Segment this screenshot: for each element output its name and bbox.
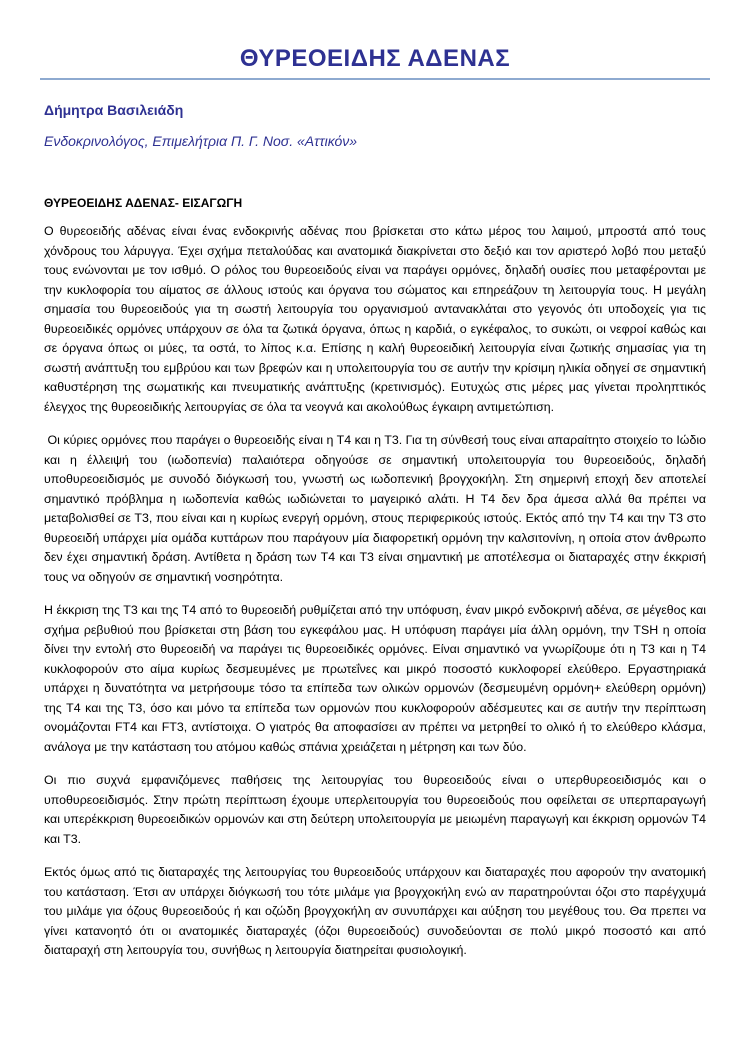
paragraph-regulation: Η έκκριση της Τ3 και της Τ4 από το θυρεοειδή ρυθμίζεται από την υπόφυση, έναν μικρό ενδοκρινή αδένα, σε μέγεθος και σχήμα ρεβυθιού που βρίσκεται στη βάση του εγκεφάλου μας. Η υπόφυση παράγει μία άλλη ορμόνη, την TSH η οποία δίνει την εντολή στο θυρεοειδή να παράγει τις θυρεοειδικές ορμόνες. Είναι σημαντικό να γνωρίζουμε ότι η Τ3 και η Τ4 κυκλοφορούν στο αίμα κυρίως δεσμευμένες με πρωτεΐνες και μικρό ποσοστό κυκλοφορεί ελεύθερο. Εργαστηριακά υπάρχει η δυνατότητα να μετρήσουμε τόσο τα επίπεδα των ολικών ορμονών (δεσμευμένη ορμόνη+ ελεύθερη ορμόνη) της Τ4 και της Τ3, όσο και μόνο τα επίπεδα των ορμονών που κυκλοφορούν αδέσμευτες και σε αυτήν την περίπτωση ονομάζονται FT4 και FT3, αντίστοιχα. Ο γιατρός θα αποφασίσει αν πρέπει να μετρηθεί το ολικό ή το ελεύθερο κλάσμα, ανάλογα με την κατάσταση του ατόμου καθώς σπάνια χρειάζεται η μέτρηση και των δύο. (44, 603, 706, 754)
paragraph-anatomy: Εκτός όμως από τις διαταραχές της λειτουργίας του θυρεοειδούς υπάρχουν και διαταραχές που αφορούν την ανατομική του κατάσταση. Έτσι αν υπάρχει διόγκωσή του τότε μιλάμε για βρογχοκήλη ενώ αν παρατηρούνται όζοι στο παρέγχυμά του μιλάμε για όζους θυρεοειδούς ή και οζώδη βρογχοκήλη αν συνυπάρχει και αύξηση του μεγέθους του. Θα πρεπει να γίνει κατανοητό ότι οι ανατομικές διαταραχές (όζοι θυρεοειδούς) συνοδεύονται σε πολύ μικρό ποσοστό και από διαταραχή στη λειτουργία του, συνήθως η λειτουργία διατηρείται φυσιολογική. (44, 865, 706, 957)
document-body (44, 196, 710, 975)
author-name: Δήμητρα Βασιλειάδη (44, 102, 184, 118)
section-heading: ΘΥΡΕΟΕΙΔΗΣ ΑΔΕΝΑΣ- ΕΙΣΑΓΩΓΗ (44, 196, 243, 210)
title-divider (40, 78, 710, 80)
author-affiliation: Ενδοκρινολόγος, Επιμελήτρια Π. Γ. Νοσ. «Αττικόν» (44, 133, 358, 149)
paragraph-hormones: Οι κύριες ορμόνες που παράγει ο θυρεοειδής είναι η Τ4 και η Τ3. Για τη σύνθεσή τους είναι απαραίτητο στοιχείο το Ιώδιο και η έλλειψή του (ιωδοπενία) παλαιότερα οδηγούσε σε σημαντική υπολειτουργία του θυρεοειδούς, δηλαδή υποθυρεοειδισμός με συνοδό διόγκωσή του, γνωστή ως ιωδοπενική βρογχοκήλη. Στη σημερινή εποχή δεν αποτελεί σημαντικό πρόβλημα η ιωδοπενία καθώς ιωδιώνεται το μαγειρικό αλάτι. Η Τ4 δεν δρα άμεσα αλλά θα πρέπει να μεταβολισθεί σε Τ3, που είναι και η κυρίως ενεργή ορμόνη, στους περιφερικούς ιστούς. Εκτός από την Τ4 και την Τ3 στο θυρεοειδή υπάρχει μία ομάδα κυττάρων που παράγουν μία διαφορετική ορμόνη την καλσιτονίνη, η οποία στον άνθρωπο δεν έχει σημαντική δράση. Αντίθετα η δράση των Τ4 και Τ3 είναι σημαντική με αποτέλεσμα οι διαταραχές στην έκκρισή τους να οδηγούν σε σημαντική νοσηρότητα. (44, 433, 710, 584)
document-title: ΘΥΡΕΟΕΙΔΗΣ ΑΔΕΝΑΣ (239, 45, 511, 72)
paragraph-disorders: Οι πιο συχνά εμφανιζόμενες παθήσεις της λειτουργίας του θυρεοειδούς είναι ο υπερθυρεοειδισμός και ο υποθυρεοειδισμός. Στην πρώτη περίπτωση έχουμε υπερλειτουργία του θυρεοειδούς που οφείλεται σε υπερπαραγωγή και υπερέκκριση θυρεοειδικών ορμονών και στη δεύτερη υπολειτουργία με μειωμένη παραγωγή και έκκριση ορμονών Τ4 και Τ3. (44, 773, 706, 846)
paragraph-intro: Ο θυρεοειδής αδένας είναι ένας ενδοκρινής αδένας που βρίσκεται στο κάτω μέρος του λαιμού, μπροστά από τους χόνδρους του λάρυγγα. Έχει σχήμα πεταλούδας και ανατομικά διακρίνεται στο δεξιό και τον αριστερό λοβό που μεταξύ τους ενώνονται με τον ισθμό. Ο ρόλος του θυρεοειδούς είναι να παράγει ορμόνες, δηλαδή ουσίες που μεταφέρονται με την κυκλοφορία του αίματος σε άλλους ιστούς και όργανα του σώματος και επηρεάζουν τη λειτουργία τους. Η μεγάλη σημασία του θυρεοειδούς για τη σωστή λειτουργία του οργανισμού αντανακλάται στο γεγονός ότι υποδοχείς για τις θυρεοειδικές ορμόνες υπάρχουν σε όλα τα ζωτικά όργανα, όπως η καρδιά, ο εγκέφαλος, το συκώτι, οι νεφροί καθώς και σε όργανα όπως οι μύες, τα οστά, το λίπος κ.α. Επίσης η καλή θυρεοειδική λειτουργία είναι ζωτικής σημασίας για τη σωστή ανάπτυξη του εμβρύου και των βρεφών και η υπολειτουργία του σε αυτήν την κρίσιμη ηλικία οδηγεί σε σημαντική καθυστέρηση της σωματικής και πνευματικής ανάπτυξης (κρετινισμός). Ευτυχώς στις μέρες μας γίνεται προληπτικός έλεγχος της θυρεοειδικής λειτουργίας σε όλα τα νεογνά και ακολούθως έγκαιρη αντιμετώπιση. (44, 224, 706, 414)
